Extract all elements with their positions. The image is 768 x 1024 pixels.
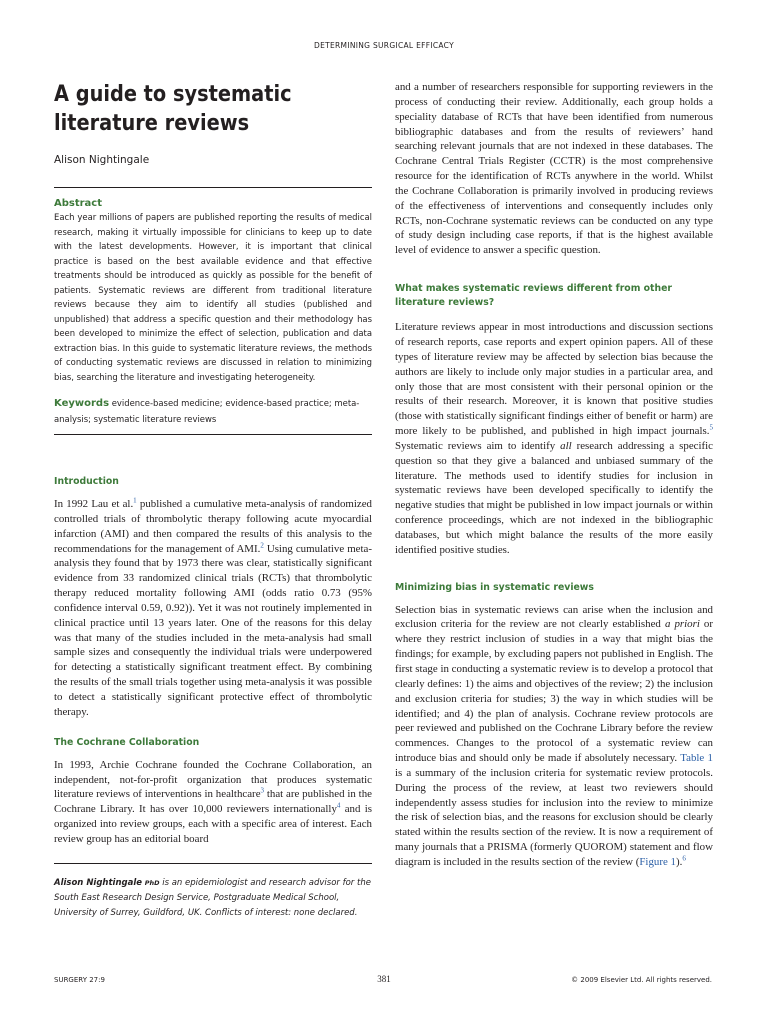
bio-name: Alison Nightingale xyxy=(54,877,143,888)
different-paragraph xyxy=(395,320,713,558)
abstract-heading: Abstract xyxy=(54,198,103,209)
footer-journal: SURGERY 27:9 xyxy=(54,976,105,984)
footer-copyright: © 2009 Elsevier Ltd. All rights reserved. xyxy=(571,976,712,984)
ref-1[interactable]: 1 xyxy=(133,496,137,505)
intro-text-3: Using cumulative meta-analysis they found that by 1973 there was clear, statistically significant evidence from 33 randomized clinical trials (RCTs) that thrombolytic therapy reduced mortality following AMI (odds ratio 0.73 (95% confidence interval 0.59, 0.92)). Yet it was not routinely implemented in clinical practice until 13 years later. One of the reasons for this delay was that many of the studies included in the meta-analysis had small sample sizes and consequently the individual trials were underpowered for detecting a statistically significant treatment effect. By combining the results of the small trials together using meta-analysis it was possible to detect a statistically significant protective effect of thrombolytic therapy. xyxy=(54,542,372,718)
ref-6[interactable]: 6 xyxy=(682,854,686,863)
bias-text-2: or where they restrict inclusion of studies in a way that might bias the findings; for example, by excluding papers not published in English. The first stage in conducting a systematic review is to develop a protocol that clearly defines: 1) the aims and objectives of the review; 2) the inclusion and exclusion criteria for studies; 3) the way in which studies will be identified; and 4) the plan of analysis. Cochrane review protocols are peer reviewed and published on the Cochrane Library before the review commences. Changes to the protocol of a systematic review can introduce bias and should only be made if absolutely necessary. xyxy=(395,618,714,765)
cochrane-text-1: In 1993, Archie Cochrane founded the Cochrane Collaboration, an independent, not-for-profit organization that produces systematic literature reviews of interventions in healthcare xyxy=(54,758,372,801)
diff-text-3: research addressing a specific question so that they give a balanced and unbiased summary of the literature. The methods used to identify studies for inclusion in systematic reviews have been developed specifically to identify the negative studies that might be published in low impact journals or within conference proceedings, which are not indexed in the bibliographic databases, but which might balance the results of the more easily identified positive studies. xyxy=(395,439,713,556)
diff-text-1: Literature reviews appear in most introductions and discussion sections of research reports, case reports and expert opinion papers. All of these types of literature review may be affected by selection bias because the authors are likely to include only major studies in a particular area, and only those that are most consistent with their personal opinion or the results of their research. Moreover, it is known that positive studies (those with statistically significant findings either of benefit or harm) are more likely to be published, and published in high impact journals. xyxy=(395,321,713,438)
intro-text-2: published a cumulative meta-analysis of randomized controlled trials of thrombolytic therapy following acute myocardial infarction (AMI) and then compared the results of this analysis to the recommendations for the management of AMI. xyxy=(54,498,372,555)
article-title xyxy=(54,80,372,138)
abstract-text: Each year millions of papers are published reporting the results of medical research, making it virtually impossible for clinicians to keep up to date with the latest developments. However, it is important that clinical practice is based on the best available evidence and that effective treatments should be introduced as quickly as possible for the benefit of patients. Systematic reviews are different from traditional literature reviews because they aim to identify all studies (published and unpublished) that address a specific question and their methodology has been developed to minimize the effect of selection, publication and data extraction bias. In this guide to systematic literature reviews, the methods of conducting systematic reviews are discussed in relation to minimizing bias, searching the literature and investigating heterogeneity. xyxy=(54,212,372,382)
title-line-2: literature reviews xyxy=(54,110,250,136)
title-line-1: A guide to systematic xyxy=(54,81,292,107)
keywords-text: evidence-based medicine; evidence-based practice; meta-analysis; systematic literature reviews xyxy=(54,398,360,424)
abstract-bottom-rule xyxy=(54,434,372,435)
bias-paragraph xyxy=(395,603,713,870)
figure-1-link[interactable]: Figure 1 xyxy=(639,855,676,868)
bio-degree: PhD xyxy=(144,878,160,887)
diff-text-2: Systematic reviews aim to identify xyxy=(395,439,561,452)
introduction-heading: Introduction xyxy=(54,476,119,487)
bias-heading: Minimizing bias in systematic reviews xyxy=(395,581,594,593)
introduction-paragraph xyxy=(54,497,372,720)
running-head: DETERMINING SURGICAL EFFICACY xyxy=(314,41,454,50)
cochrane-heading: The Cochrane Collaboration xyxy=(54,736,200,748)
footer-page-number: 381 xyxy=(377,974,391,984)
ref-3[interactable]: 3 xyxy=(260,786,265,795)
keywords-label: Keywords xyxy=(54,398,110,409)
author-bio xyxy=(54,876,372,921)
bio-rule xyxy=(54,863,372,864)
author-name: Alison Nightingale xyxy=(54,154,150,166)
different-heading: What makes systematic reviews different from other literature reviews? xyxy=(395,283,672,309)
intro-text-1: In 1992 Lau et al. xyxy=(54,498,134,510)
cochrane-text-2: that are published in the Cochrane Library. It has over 10,000 reviewers internationally xyxy=(54,788,372,816)
abstract-top-rule xyxy=(54,187,372,188)
ref-4[interactable]: 4 xyxy=(336,801,341,810)
cochrane-text-3: and is organized into review groups, each with a specific area of interest. Each review group has an editorial board xyxy=(54,803,373,845)
keywords xyxy=(54,396,372,426)
bias-text-3: is a summary of the inclusion criteria for systematic review protocols. During the process of the review, at least two reviewers should independently assess studies for inclusion into the review to minimize the risk of selection bias, and the reasons for exclusion should be clearly stated within the results section of the review. It is now a requirement of many journals that a PRISMA (formerly QUOROM) statement and flow diagram is included in the results section of the review ( xyxy=(395,766,713,868)
cochrane-paragraph xyxy=(54,758,372,847)
cochrane-continued-paragraph: and a number of researchers responsible for supporting reviewers in the process of conducting their review. Additionally, each group holds a speciality database of RCTs that have been identified from numerous bibliographic databases and from the results of reviewers’ hand searching relevant journals that are not indexed in these databases. The Cochrane Central Trials Register (CCTR) is the most comprehensive resource for the identification of RCTs anywhere in the world. Whilst the Cochrane Collaboration is primarily involved in producing reviews of the effectiveness of interventions and consequently includes only RCTs, non-Cochrane systematic reviews can be conducted on any type of study design including case reports, if that is the highest available level of evidence to answer a specific question. xyxy=(395,81,713,257)
diff-all-emphasis: all xyxy=(560,439,572,452)
left-column xyxy=(54,80,372,921)
ref-2[interactable]: 2 xyxy=(260,540,264,549)
bio-text: is an epidemiologist and research advisor for the South East Research Design Service, Postgraduate Medical School, University of Surrey, Guildford, UK. Conflicts of interest: none declared. xyxy=(54,877,371,918)
table-1-link[interactable]: Table 1 xyxy=(680,752,713,765)
right-column xyxy=(395,80,713,870)
bias-text-1: Selection bias in systematic reviews can arise when the inclusion and exclusion criteria for the review are not clearly established xyxy=(395,603,713,631)
bias-apriori: a priori xyxy=(664,618,700,631)
ref-5[interactable]: 5 xyxy=(709,423,713,432)
bias-text-4: ). xyxy=(675,855,683,868)
